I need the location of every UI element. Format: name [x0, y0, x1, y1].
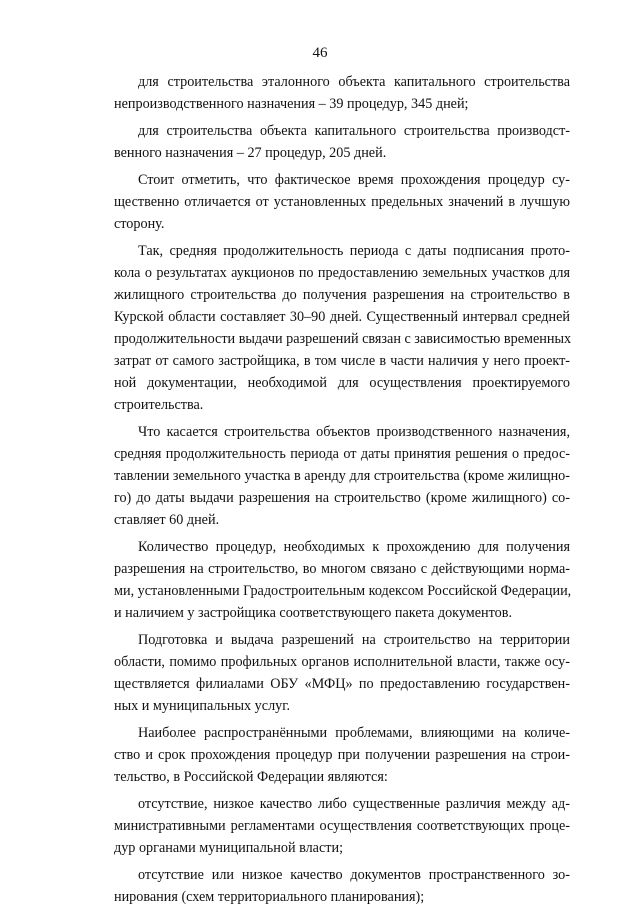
text-line: жилищного строительства до получения разрешения на строительство в	[114, 287, 570, 303]
text-line: тельство, в Российской Федерации являются:	[114, 769, 388, 785]
text-line: тавлении земельного участка в аренду для строительства (кроме жилищно-	[114, 468, 570, 484]
text-line: сторону.	[114, 216, 165, 232]
text-line: щественно отличается от установленных предельных значений в лучшую	[114, 194, 570, 210]
text-line: Наиболее распространёнными проблемами, влияющими на количе-	[138, 725, 570, 741]
text-line: разрешения на строительство, во многом связано с действующими норма-	[114, 561, 570, 577]
text-line: ществляется филиалами ОБУ «МФЦ» по предоставлению государствен-	[114, 676, 570, 692]
text-line: ных и муниципальных услуг.	[114, 698, 291, 714]
text-line: для строительства объекта капитального строительства производст-	[138, 123, 570, 139]
text-line: ной документации, необходимой для осуществления проектируемого	[114, 375, 570, 391]
text-line: отсутствие, низкое качество либо существенные различия между ад-	[138, 796, 570, 812]
text-line: ставляет 60 дней.	[114, 512, 220, 528]
text-line: ми, установленными Градостроительным кодексом Российской Федерации,	[114, 583, 572, 599]
paragraph	[114, 722, 570, 788]
text-line: Подготовка и выдача разрешений на строительство на территории	[138, 632, 570, 648]
paragraph	[114, 629, 570, 717]
text-line: области, помимо профильных органов исполнительной власти, также осу-	[114, 654, 570, 670]
body-text	[114, 71, 570, 913]
paragraph	[114, 864, 570, 908]
paragraph	[114, 71, 570, 115]
paragraph	[114, 120, 570, 164]
paragraph	[114, 421, 570, 531]
text-line: дур органами муниципальной власти;	[114, 840, 344, 856]
paragraph	[114, 169, 570, 235]
text-line: средняя продолжительность периода от даты принятия решения о предос-	[114, 446, 570, 462]
text-line: строительства.	[114, 397, 204, 413]
page-number: 46	[312, 45, 328, 61]
text-line: Что касается строительства объектов производственного назначения,	[138, 424, 570, 440]
text-line: Стоит отметить, что фактическое время прохождения процедур су-	[138, 172, 570, 188]
text-line: Количество процедур, необходимых к прохождению для получения	[138, 539, 570, 555]
text-line: отсутствие или низкое качество документов пространственного зо-	[138, 867, 570, 883]
paragraph	[114, 793, 570, 859]
text-line: венного назначения – 27 процедур, 205 дней.	[114, 145, 387, 161]
paragraph	[114, 240, 570, 416]
text-line: ство и срок прохождения процедур при получении разрешения на строи-	[114, 747, 570, 763]
text-line: непроизводственного назначения – 39 процедур, 345 дней;	[114, 96, 469, 112]
text-line: Курской области составляет 30–90 дней. Существенный интервал средней	[114, 309, 570, 325]
text-line: нирования (схем территориального планирования);	[114, 889, 425, 905]
text-line: министративными регламентами осуществления соответствующих проце-	[114, 818, 570, 834]
text-line: для строительства эталонного объекта капитального строительства	[138, 74, 570, 90]
text-line: и наличием у застройщика соответствующего пакета документов.	[114, 605, 512, 621]
text-line: затрат от самого застройщика, в том числе в части наличия у него проект-	[114, 353, 570, 369]
text-line: го) до даты выдачи разрешения на строительство (кроме жилищного) со-	[114, 490, 570, 506]
paragraph	[114, 536, 570, 624]
text-line: продолжительности выдачи разрешений связан с зависимостью временных	[114, 331, 572, 347]
text-line: Так, средняя продолжительность периода с даты подписания прото-	[138, 243, 570, 259]
text-line: кола о результатах аукционов по предоставлению земельных участков для	[114, 265, 570, 281]
